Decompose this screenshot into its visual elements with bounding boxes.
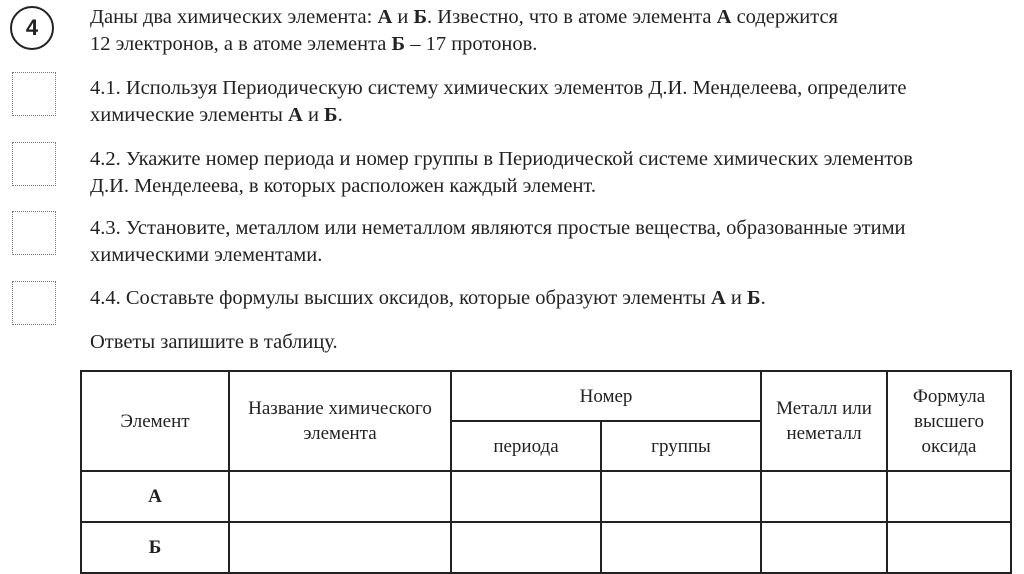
cell-a-oxide[interactable] <box>887 471 1011 522</box>
subtask-4-2-line-2: Д.И. Менделеева, в которых расположен каждый элемент. <box>90 175 596 197</box>
header-metal-nonmetal: Металл или неметалл <box>761 371 887 471</box>
score-box-4-2[interactable] <box>12 142 56 186</box>
subtask-4-1-line-2: химические элементы А и Б. <box>90 104 343 126</box>
cell-b-period[interactable] <box>451 522 601 573</box>
score-box-4-4[interactable] <box>12 281 56 325</box>
table-row <box>81 471 1011 522</box>
header-period: периода <box>451 421 601 471</box>
cell-a-group[interactable] <box>601 471 761 522</box>
header-group: группы <box>601 421 761 471</box>
cell-a-period[interactable] <box>451 471 601 522</box>
task-intro-line-1: Даны два химических элемента: А и Б. Известно, что в атоме элемента А содержится <box>90 6 838 28</box>
cell-a-metal[interactable] <box>761 471 887 522</box>
cell-b-group[interactable] <box>601 522 761 573</box>
subtask-4-3-line-2: химическими элементами. <box>90 244 323 266</box>
answer-table <box>80 370 1012 574</box>
table-instruction: Ответы запишите в таблицу. <box>90 331 338 353</box>
score-box-4-1[interactable] <box>12 72 56 116</box>
cell-a-name[interactable] <box>229 471 451 522</box>
header-element: Элемент <box>81 371 229 471</box>
header-higher-oxide-formula: Формула высшего оксида <box>887 371 1011 471</box>
task-intro-line-2: 12 электронов, а в атоме элемента Б – 17 протонов. <box>90 33 538 55</box>
cell-b-oxide[interactable] <box>887 522 1011 573</box>
header-element-name: Название химического элемента <box>229 371 451 471</box>
table-row <box>81 522 1011 573</box>
row-label-a: А <box>81 471 229 522</box>
subtask-4-4-line-1: 4.4. Составьте формулы высших оксидов, которые образуют элементы А и Б. <box>90 287 766 309</box>
cell-b-name[interactable] <box>229 522 451 573</box>
score-box-4-3[interactable] <box>12 211 56 255</box>
subtask-4-2-line-1: 4.2. Укажите номер периода и номер группы в Периодической системе химических элементов <box>90 148 913 170</box>
task-number-badge: 4 <box>10 6 54 50</box>
header-number: Номер <box>451 371 761 421</box>
subtask-4-3-line-1: 4.3. Установите, металлом или неметаллом являются простые вещества, образованные этими <box>90 217 906 239</box>
row-label-b: Б <box>81 522 229 573</box>
cell-b-metal[interactable] <box>761 522 887 573</box>
subtask-4-1-line-1: 4.1. Используя Периодическую систему химических элементов Д.И. Менделеева, определите <box>90 77 907 99</box>
